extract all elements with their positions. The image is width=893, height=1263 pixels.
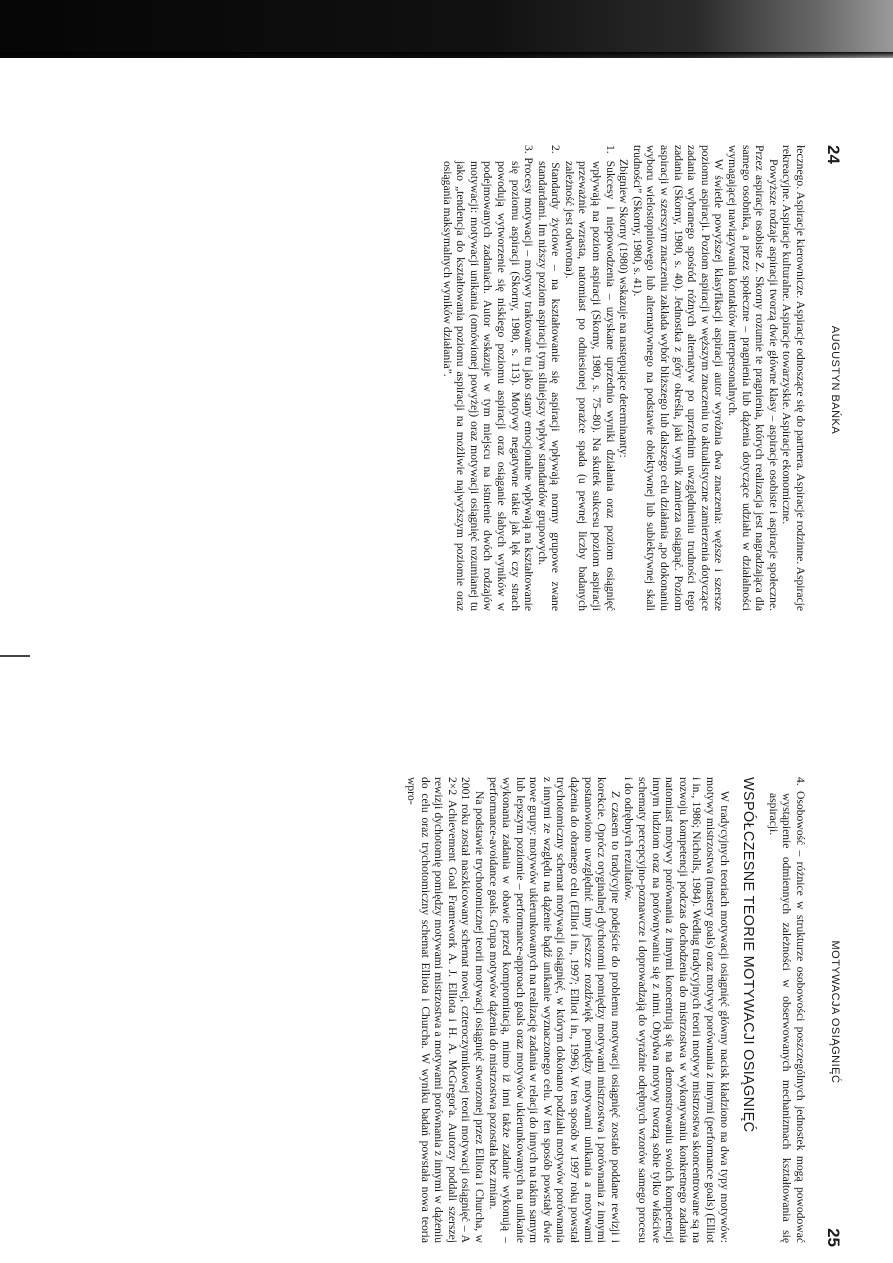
left-page: [0, 0, 893, 631]
paragraph: łecznego. Aspiracje kierownicze. Aspiracje odnoszące się do partnera. Aspiracje rodzinne. Aspiracje rekreacyjne. Aspiracje kulturalne. Aspiracje towarzyskie. Aspiracje ekonomiczne.: [780, 145, 807, 611]
list-item: 4. Osobowość – różnice w strukturze osobowości poszczególnych jednostek mogą powodować wystąpienie odmiennych zależności w obserwowanych mechanizmach kształtowania się aspiracji.: [766, 777, 807, 1243]
left-page-body: [440, 145, 807, 611]
list-item: 1. Sukcesy i niepowodzenia – uzyskane uprzednio wyniki działania oraz poziom osiągnięć wpływają na poziom aspiracji (Skorny, 1980, s. 75–80). Na skutek sukcesu poziom aspiracji przeważnie wzrasta, natomiast po odniesionej porażce spada (u pewnej liczby badanych zależność jest odwrotna).: [562, 145, 617, 611]
paragraph: Zbigniew Skorny (1980) wskazuje na następujące determinanty:: [617, 159, 631, 458]
list-item: 3. Procesy motywacji – motywy traktowane tu jako stany emocjonalne wpływają na kształtowanie się poziomu aspiracji (Skorny, 1980, s. 113). Motywy negatywne takie jak lęk czy strach powodują wytworzenie się niskiego poziomu aspiracji oraz osiąganie słabych wyników w podejmowanych zadaniach. Autor wskazuje w tym miejscu na istnienie dwóch rodzajów motywacji: motywacji unikania (omówionej powyżej) oraz motywacji osiągnięć rozumianej tu jako „tendencja do kształtowania poziomu aspiracji na możliwie najwyższym poziomie oraz osiągania maksymalnych wyników działania”.: [440, 145, 536, 611]
section-heading: WSPÓŁCZESNE TEORIE MOTYWACJI OSIĄGNIĘĆ: [740, 777, 757, 1133]
right-page: [0, 632, 893, 1263]
right-page-body: [404, 777, 807, 1243]
running-head-title: MOTYWACJA OSIĄGNIĘĆ: [829, 940, 841, 1084]
page-number-left: 24: [824, 145, 843, 164]
paragraph: Z czasem to tradycyjne podejście do problemu motywacji osiągnięć zostało poddane rewizji i korekcie. Oprócz oryginalnej dychotomii pomiędzy motywami mistrzostwa i porównania z innymi postanowiono uwzględnić inny jeszcze rozdźwięk pomiędzy motywami unikania a motywami dążenia do obranego celu (Elliot i in., 1997; Elliot i in., 1996). W ten sposób w 1997 roku powstał trychotomiczny schemat motywacji osiągnięć, w którym dokonano podziału motywów porównania z innymi ze względu na dążenie bądź unikanie wyznaczonego celu. W ten sposób powstały dwie nowe grupy: motywów ukierunkowanych na realizację zadania w relacji do innych na takim samym lub lepszym poziomie – performance-approach goals oraz motywów ukierunkowanych na unikanie wykonania zadania w obawie przed kompromitacją, mimo iż inni także zadanie wykonują – performance-avoidance goals. Grupa motywów dążenia do mistrzostwa pozostała bez zmian.: [486, 777, 622, 1243]
paragraph: Powyższe rodzaje aspiracji tworzą dwie główne klasy – aspiracje osobiste i aspiracje społeczne. Przez aspiracje osobiste Z. Skorny rozumie te pragnienia, których realizacja jest nagradzająca dla samego osobnika, a przez społeczne – pragnienia lub dążenia dotyczące udziału w działalności wymagającej nawiązywania kontaktów interpersonalnych.: [726, 145, 780, 611]
paragraph: Na podstawie trychotomicznej teorii motywacji osiągnięć stworzonej przez Elliota i Churcha, w 2001 roku został naszkicowany schemat nowej, czteroczynnikowej teorii motywacji osiągnięć – A 2×2 Achievement Goal Framework A. J. Elliota i H. A. McGregor'a. Autorzy poddali szerszej rewizji dychotomię pomiędzy motywami mistrzostwa a motywami porównania z innymi w dążeniu do celu oraz trychotomiczny schemat Elliota i Churcha. W wyniku badań powstała nowa teoria wpro-: [404, 777, 486, 1243]
left-running-header: [813, 145, 843, 615]
right-running-header: [813, 777, 843, 1247]
page-number-right: 25: [824, 1228, 843, 1247]
paragraph: W świetle powyższej klasyfikacji aspiracji autor wyróżnia dwa znaczenia: węższe i szersze poziomu aspiracji. Poziom aspiracji w węższym znaczeniu to aktualistyczne zamierzenia dotyczące zadania wybranego spośród różnych alternatyw po uprzednim uwzględnieniu trudności tego zadania (Skorny, 1980, s. 40). Jednostka z góry określa, jaki wynik zamierza osiągnąć. Poziom aspiracji w szerszym znaczeniu zakłada wybór bliższego lub dalszego celu działania „po dokonaniu wyboru wielostopniowego lub alternatywnego na podstawie obiektywnej lub subiektywnej skali trudności” (Skorny, 1980, s. 41).: [630, 145, 726, 611]
running-head-author: AUGUSTYN BAŃKA: [829, 325, 841, 435]
list-item: 2. Standardy życiowe – na kształtowanie się aspiracji wpływają normy grupowe zwane standardami. Im niższy poziom aspiracji tym silniejszy wpływ standardów grupowych.: [535, 145, 563, 611]
paragraph: W tradycyjnych teoriach motywacji osiągnięć główny nacisk kładziono na dwa typy motywów: motywy mistrzostwa (mastery goals) oraz motywy porównania z innymi (performance goals) (Elliot i in., 1986; Nicholls, 1984). Według tradycyjnych teorii motywy mistrzostwa skoncentrowane są na rozwoju kompetencji podczas dochodzenia do mistrzostwa w wykonywaniu konkretnego zadania natomiast motywy porównania z innymi koncentrują się na demonstrowaniu swoich kompetencji innym ludziom oraz na porównywaniu się z nimi. Obydwa motywy tworzą sobie tylko właściwe schematy percepcyjno-poznawcze i doprowadzają do wyraźnie odrębnych wzorów samego procesu i do odrębnych rezultatów.: [622, 777, 731, 1243]
